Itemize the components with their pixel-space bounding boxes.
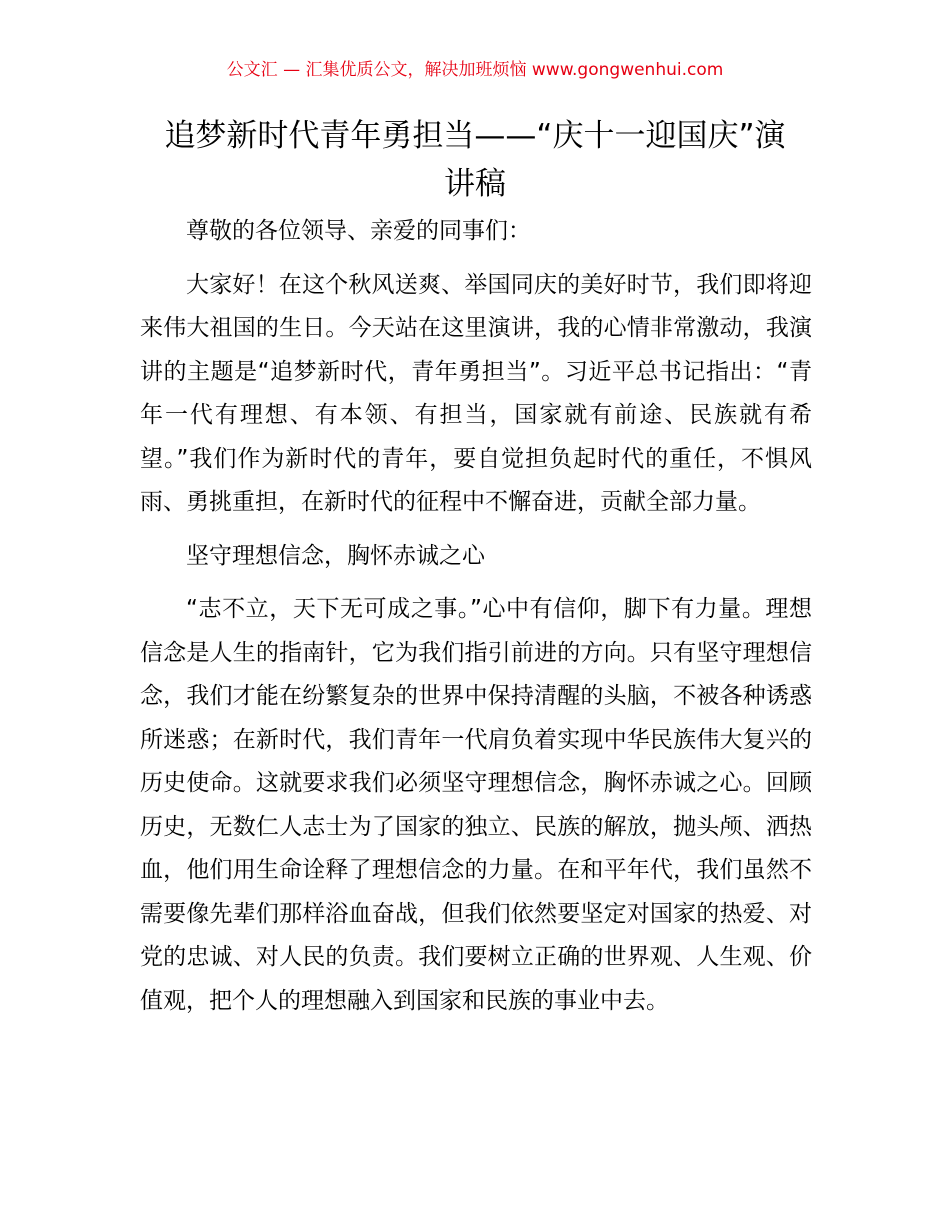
body-paragraph: “志不立，天下无可成之事。”心中有信仰，脚下有力量。理想信念是人生的指南针，它为我们指引前进的方向。只有坚守理想信念，我们才能在纷繁复杂的世界中保持清醒的头脑，不被各种诱惑所迷惑；在新时代，我们青年一代肩负着实现中华民族伟大复兴的历史使命。这就要求我们必须坚守理想信念，胸怀赤诚之心。回顾历史，无数仁人志士为了国家的独立、民族的解放，抛头颅、洒热血，他们用生命诠释了理想信念的力量。在和平年代，我们虽然不需要像先辈们那样浴血奋战，但我们依然要坚定对国家的热爱、对党的忠诚、对人民的负责。我们要树立正确的世界观、人生观、价值观，把个人的理想融入到国家和民族的事业中去。 [140, 596, 812, 1014]
document-title: 追梦新时代青年勇担当——“庆十一迎国庆”演讲稿 [164, 118, 786, 202]
salutation: 尊敬的各位领导、亲爱的同事们： [186, 218, 531, 244]
body-paragraph: 大家好！在这个秋风送爽、举国同庆的美好时节，我们即将迎来伟大祖国的生日。今天站在这里演讲，我的心情非常激动，我演讲的主题是“追梦新时代，青年勇担当”。习近平总书记指出：“青年一代有理想、有本领、有担当，国家就有前途、民族就有希望。”我们作为新时代的青年，要自觉担负起时代的重任，不惧风雨、勇挑重担，在新时代的征程中不懈奋进，贡献全部力量。 [140, 271, 812, 515]
header-banner: 公文汇 — 汇集优质公文，解决加班烦恼 www.gongwenhui.com [226, 60, 724, 80]
document-body [140, 210, 812, 1033]
section-heading: 坚守理想信念，胸怀赤诚之心 [186, 542, 485, 569]
